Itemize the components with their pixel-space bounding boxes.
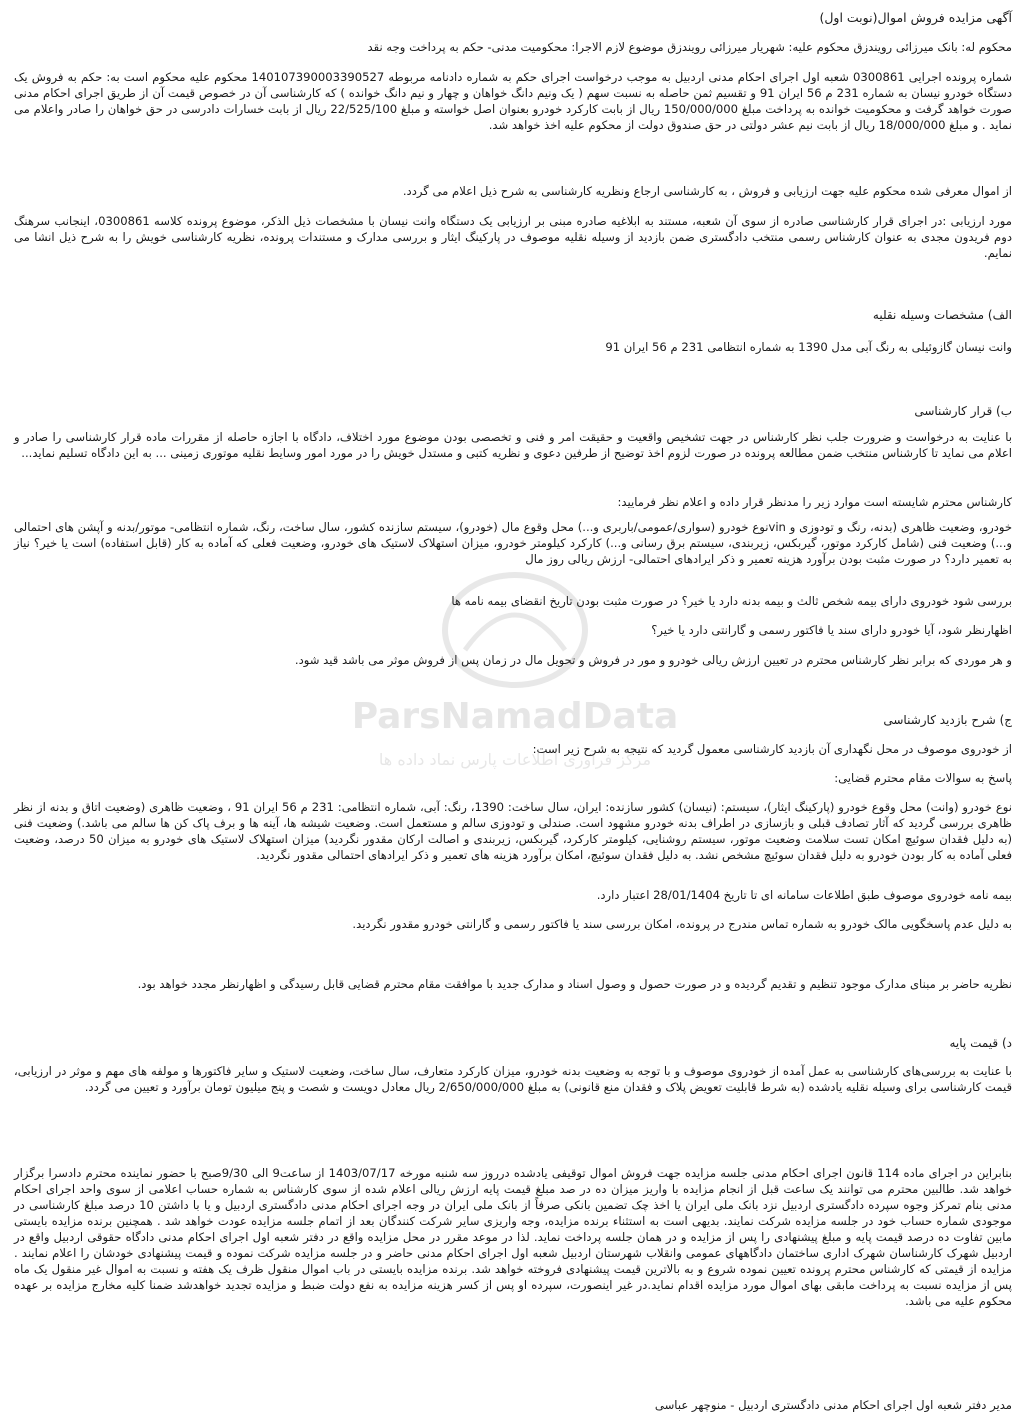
insurance-question: بررسی شود خودروی دارای بیمه شخص ثالث و بیمه بدنه دارد یا خیر؟ در صورت مثبت بودن تاریخ انقضای بیمه نامه ها: [451, 594, 1012, 608]
notice-title: آگهی مزایده فروش اموال(نوبت اول): [819, 10, 1012, 25]
answers-heading: پاسخ به سوالات مقام محترم قضایی:: [834, 771, 1012, 785]
inspection-intro: از خودروی موصوف در محل نگهداری آن بازدید کارشناسی معمول گردید که نتیجه به شرح زیر است:: [532, 742, 1012, 756]
auction-terms-paragraph: بنابراین در اجرای ماده 114 قانون اجرای احکام مدنی جلسه مزایده جهت فروش اموال توقیفی یادشده درروز سه شنبه مورخه 1403/07/17 از ساعت9 الی 9/30صبح با حضور نماینده محترم دادسرا برگزار خواهد شد. طالبین محترم می توانند یک ساعت قبل از انجام مزایده با واریز میزان ده در صد مبلغ قیمت پایه ارزش ریالی اعلام شده از سوی کارشناس به شماره حساب اعلامی از سوی واحد اجرای احکام مدنی بنام تمرکز وجوه سپرده دادگستری اردبیل نزد بانک ملی ایران یا اخذ چک تضمین بانکی صرفاً از بانک ملی ایران در وجه اجرای احکام مدنی دادگستری اردبیل و یا با داشتن 10 درصد مبلغ کارشناسی در موجودی شماره حساب خود در جلسه مزایده شرکت نمایند. بدیهی است به استثناء برنده مزایده، وجه واریزی سایر شرکت کنندگان بعد از اتمام جلسه مزایده عودت خواهد شد . همچنین برنده مزایده بایستی مابین تفاوت ده درصد قیمت پایه و مبلغ پیشنهادی را پس از مزایده و در همان جلسه پرداخت نماید. لذا در موعد مقرر در محل مزایده واقع در دفتر شعبه اول اجرای احکام مدنی دادگاه حقوقی اردبیل واقع در اردبیل شهرک کارشناسان شهرک اداری ساختمان دادگاههای عمومی وانقلاب شهرستان اردبیل شعبه اول اجرای احکام مدنی حاضر و در جلسه مزایده شرکت نموده و قیمت پیشنهادی خودشان را اعلام نمایند . مزایده از قیمتی که کارشناس محترم پرونده تعیین نموده شروع و به بالاترین قیمت پیشنهادی فروخته خواهد شد. برنده مزایده بایستی در باب اموال منقول ظرف یک هفته و نسبت به اموال غیر منقول یک ماه پس از مزایده نسبت به پرداخت مابقی بهای اموال مورد مزایده اقدام نماید.در غیر اینصورت، سپرده او پس از کسر هزینه مزایده به نفع دولت ضبط و مزایده تجدید خواهدشد ضمنا کلیه مخارج مزایده بر عهده محکوم علیه می باشد.: [14, 1166, 1012, 1308]
other-items-line: و هر موردی که برابر نظر کارشناس محترم در تعیین ارزش ریالی خودرو و مور در فروش و تحویل مال در زمان پس از فروش موثر می باشد قید شود.: [294, 653, 1012, 667]
signature-line: مدیر دفتر شعبه اول اجرای احکام مدنی دادگستری اردبیل - منوچهر عباسی: [654, 1398, 1012, 1412]
base-price-paragraph: با عنایت به بررسی‌های کارشناسی به عمل آمده از خودروی موصوف و با توجه به وضعیت بدنه خودرو، میزان کارکرد متعارف، سال ساخت، وضعیت لاستیک و سایر فاکتورها و مولفه های مهم و موثر در ارزیابی، قیمت کارشناسی برای وسیله نقلیه یادشده (به شرط قابلیت تعویض پلاک و فقدان منع قانونی) به مبلغ 2/650/000/000 ریال معادل دویست و شصت و پنج میلیون تومان برآورد و تعیین می گردد.: [14, 1064, 1012, 1094]
expert-items-paragraph: خودرو، وضعیت ظاهری (بدنه، رنگ و تودوزی و vinنوع خودرو (سواری/عمومی/باربری و...) محل وقوع مال (خودرو)، سیستم سازنده کشور، سال ساخت، رنگ، شماره انتظامی- موتور/بدنه و آپشن های احتمالی و...) وضعیت فنی (شامل کارکرد موتور، گیربکس، زیربندی، سیستم برق رسانی و...) کارکرد کیلومتر خودرو، میزان استهلاک لاستیک های خودرو، وضعیت فعلی که آماده به کار (قابل استفاده) است یا خیر؟ نیاز به تعمیر دارد؟ در صورت مثبت بودن برآورد هزینه تعمیر و ذکر ایرادهای احتمالی- ارزش ریالی روز مال: [14, 520, 1012, 566]
assets-intro-paragraph: از اموال معرفی شده محکوم علیه جهت ارزیابی و فروش ، به کارشناسی ارجاع ونظریه کارشناسی به شرح ذیل اعلام می گردد.: [402, 184, 1012, 198]
parties-line: محکوم له: بانک میرزائی رویندزق محکوم علیه: شهریار میرزائی رویندزق موضوع لازم الاجرا: محکومیت مدنی- حکم به پرداخت وجه نقد: [367, 40, 1012, 54]
expert-request: کارشناس محترم شایسته است موارد زیر را مدنظر قرار داده و اعلام نظر فرمایید:: [617, 495, 1012, 509]
section-d-title: د) قیمت پایه: [949, 1036, 1012, 1050]
opinion-note: نظریه حاضر بر مبنای مدارک موجود تنظیم و تقدیم گردیده و در صورت حصول و وصول اسناد و مدارک جدید با موافقت مقام محترم قضایی قابل رسیدگی و اظهارنظر مجدد خواهد بود.: [137, 977, 1012, 991]
section-a-title: الف) مشخصات وسیله نقلیه: [872, 308, 1012, 322]
case-intro-paragraph: شماره پرونده اجرایی 0300861 شعبه اول اجرای احکام مدنی اردبیل به موجب درخواست اجرای حکم به شماره دادنامه مربوطه 140107390003390527 محکوم علیه محکوم است به: حکم به فروش یک دستگاه خودرو نیسان به شماره 231 م 56 ایران 91 و تقسیم ثمن حاصله به نسبت سهم ( یک ونیم دانگ خواهان و چهار و نیم دانگ خوانده ) که کارشناسی آن در خصوص قیمت آن از طریق اجرای احکام مدنی صورت خواهد گرفت و محکومیت خوانده به پرداخت مبلغ 150/000/000 ریال از بابت کارکرد خودرو بعنوان اصل خواسته و مبلغ 22/525/100 ریال از بابت خسارات دادرسی در حق خواهان را صادر واعلام می نماید . و مبلغ 18/000/000 ریال از بابت نیم عشر دولتی در حق صندوق دولت از محکوم علیه اخذ خواهد شد.: [14, 70, 1013, 132]
section-c-title: ج) شرح بازدید کارشناسی: [883, 713, 1012, 727]
watermark-brand: ParsNamadData: [351, 696, 679, 737]
owner-contact-note: به دلیل عدم پاسخگویی مالک خودرو به شماره تماس مندرج در پرونده، امکان بررسی سند یا فاکتور رسمی و گارانتی خودرو مقدور نگردید.: [352, 917, 1012, 931]
vehicle-spec: وانت نیسان گازوئیلی به رنگ آبی مدل 1390 به شماره انتظامی 231 م 56 ایران 91: [605, 340, 1012, 354]
expert-order-paragraph: با عنایت به درخواست و ضرورت جلب نظر کارشناس در جهت تشخیص واقعیت و حقیقت امر و فنی و تخصصی بودن موضوع مورد اختلاف، دادگاه با اجازه حاصله از مقررات ماده قرار کارشناسی را صادر و اعلام می نماید تا کارشناس منتخب ضمن مطالعه پرونده در صورت لزوم اخذ توضیح از طرفین دعوی و نظریه کتبی و مستدل خویش را در مورد امور وسایط نقلیه موتوری زمینی ... به این دادگاه تسلیم نماید...: [14, 430, 1012, 460]
insurance-validity: بیمه نامه خودروی موصوف طبق اطلاعات سامانه ای تا تاریخ 28/01/1404 اعتبار دارد.: [596, 888, 1012, 902]
assessment-paragraph: مورد ارزیابی :در اجرای قرار کارشناسی صادره از سوی آن شعبه، مستند به ابلاغیه صادره مبنی بر ارزیابی یک دستگاه وانت نیسان با مشخصات ذیل الذکر، موضوع پرونده کلاسه 0300861، اینجانب سرهنگ دوم فریدون مجدی به عنوان کارشناس رسمی منتخب دادگستری ضمن بازدید از وسیله نقلیه موصوف در پارکینگ ایثار و بررسی مدارک و مستندات پرونده، نظریه کارشناسی خویش را به شرح ذیل انشا می نمایم.: [14, 214, 1012, 260]
section-b-title: ب) قرار کارشناسی: [914, 404, 1012, 418]
watermark-tagline: مرکز فرآوری اطلاعات پارس نماد داده ها: [378, 750, 652, 769]
invoice-question: اظهارنظر شود، آیا خودرو دارای سند یا فاکتور رسمی و گارانتی دارد یا خیر؟: [651, 623, 1012, 637]
inspection-details-paragraph: نوع خودرو (وانت) محل وقوع خودرو (پارکینگ ایثار)، سیستم: (نیسان) کشور سازنده: ایران، سال ساخت: 1390، رنگ: آبی، شماره انتظامی: 231 م 56 ایران 91 ، وضعیت ظاهری (وضعیت اتاق و بدنه از نظر ظاهری بررسی گردید که آثار تصادف قبلی و بازسازی در اطراف بدنه خودرو مشهود است. صندلی و تودوزی سالم و مستعمل است. وضعیت شیشه ها، آینه ها و برف پاک کن ها سالم می باشد.) وضعیت فنی (به دلیل فقدان سوئیچ امکان تست سلامت وضعیت موتور، سیستم روشنایی، کیلومتر کارکرد، گیربکس، زیربندی و اصالت ارکان مقدور نگردید) میزان استهلاک لاستیک های خودرو به میزان 50 درصد، وضعیت فعلی آماده به کار بودن خودرو به دلیل فقدان سوئیچ مشخص نشد. به دلیل فقدان سوئیچ، امکان برآورد هزینه های تعمیر و ذکر ایرادهای احتمالی مقدور نگردید.: [14, 800, 1012, 862]
